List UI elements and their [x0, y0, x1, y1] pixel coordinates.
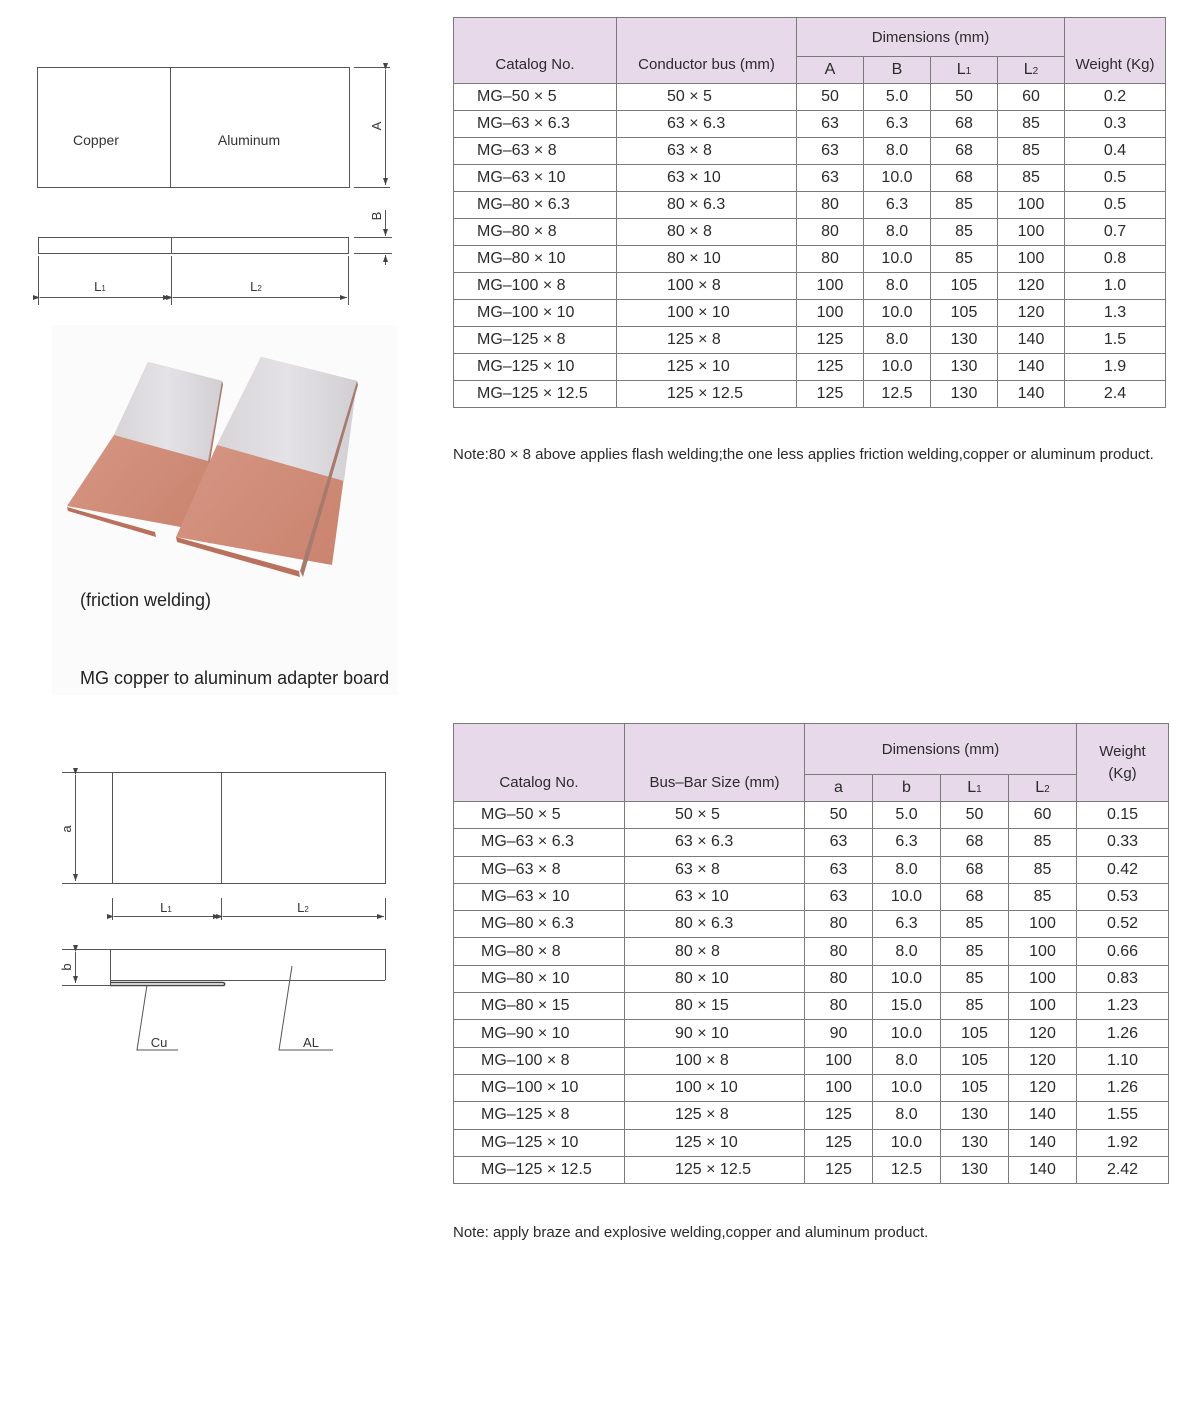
- size-cell: 100 × 8: [617, 273, 797, 300]
- catalog-cell: MG–63 × 6.3: [454, 111, 617, 138]
- dim-b-cell: 5.0: [864, 84, 931, 111]
- table-row: [454, 327, 1166, 354]
- dim-l2-cell: 60: [998, 84, 1065, 111]
- header-dimensions: Dimensions (mm): [797, 18, 1065, 57]
- size-cell: 80 × 6.3: [625, 911, 805, 938]
- dim-l1-cell: 130: [931, 354, 998, 381]
- size-cell: 125 × 10: [625, 1129, 805, 1156]
- label-l2: L2: [250, 279, 262, 294]
- dim-l2-cell: 85: [1009, 856, 1077, 883]
- dim-a-cell: 125: [797, 327, 864, 354]
- header-dim-l2: L2: [1009, 775, 1077, 802]
- table-row: [454, 381, 1166, 408]
- dim-l2-cell: 140: [998, 327, 1065, 354]
- size-cell: 80 × 6.3: [617, 192, 797, 219]
- size-cell: 80 × 8: [625, 938, 805, 965]
- spec-table-friction-welding: [453, 17, 1166, 408]
- catalog-cell: MG–125 × 8: [454, 327, 617, 354]
- dim-b-cell: 5.0: [873, 802, 941, 829]
- table-row: [454, 273, 1166, 300]
- size-cell: 63 × 6.3: [617, 111, 797, 138]
- header-dim-l1: L1: [941, 775, 1009, 802]
- weight-cell: 0.7: [1065, 219, 1166, 246]
- size-cell: 125 × 12.5: [625, 1156, 805, 1183]
- table-row: [454, 165, 1166, 192]
- dim-l1-cell: 105: [941, 1074, 1009, 1101]
- dim-b-cell: 6.3: [873, 911, 941, 938]
- dim-l1-cell: 85: [931, 219, 998, 246]
- dim-a-cell: 100: [805, 1074, 873, 1101]
- dim-b-cell: 6.3: [864, 192, 931, 219]
- label-al: AL: [303, 1035, 319, 1050]
- dim-b-cell: 8.0: [873, 1102, 941, 1129]
- label-cu: Cu: [150, 1035, 168, 1050]
- size-cell: 100 × 8: [625, 1047, 805, 1074]
- dim-l2-cell: 140: [998, 381, 1065, 408]
- size-cell: 63 × 10: [625, 883, 805, 910]
- dim-l2-cell: 85: [1009, 883, 1077, 910]
- dim-a-cell: 80: [805, 938, 873, 965]
- dim-l1-cell: 85: [931, 246, 998, 273]
- dim-a-cell: 80: [805, 911, 873, 938]
- dim-l1-cell: 85: [941, 993, 1009, 1020]
- dim-l2-cell: 85: [998, 111, 1065, 138]
- table-row: [454, 1129, 1169, 1156]
- weight-cell: 1.5: [1065, 327, 1166, 354]
- dim-a-cell: 63: [797, 165, 864, 192]
- dim-a-cell: 125: [805, 1129, 873, 1156]
- dim-a-cell: 50: [805, 802, 873, 829]
- table-row: [454, 883, 1169, 910]
- dim-l1-cell: 85: [941, 965, 1009, 992]
- dim-l1-cell: 68: [931, 165, 998, 192]
- dim-a-cell: 80: [797, 192, 864, 219]
- dim-l2-cell: 85: [998, 165, 1065, 192]
- size-cell: 63 × 8: [617, 138, 797, 165]
- dim-l1-cell: 50: [941, 802, 1009, 829]
- table-row: [454, 1156, 1169, 1183]
- dim-b-cell: 10.0: [873, 1020, 941, 1047]
- size-cell: 100 × 10: [617, 300, 797, 327]
- size-cell: 80 × 10: [617, 246, 797, 273]
- dim-a-cell: 125: [797, 354, 864, 381]
- weight-cell: 0.8: [1065, 246, 1166, 273]
- table-row: [454, 1102, 1169, 1129]
- size-cell: 125 × 8: [625, 1102, 805, 1129]
- weight-cell: 1.55: [1077, 1102, 1169, 1129]
- size-cell: 80 × 10: [625, 965, 805, 992]
- copper-layer: [110, 983, 225, 986]
- label-dim-b: B: [369, 211, 384, 221]
- dim-l1-cell: 105: [941, 1047, 1009, 1074]
- weight-cell: 0.33: [1077, 829, 1169, 856]
- dim-l2-cell: 100: [1009, 993, 1077, 1020]
- size-cell: 125 × 8: [617, 327, 797, 354]
- caption-product-name: MG copper to aluminum adapter board: [80, 668, 390, 688]
- dim-l2-cell: 100: [1009, 965, 1077, 992]
- header-dim-b: B: [864, 57, 931, 84]
- dim-l1-cell: 68: [941, 883, 1009, 910]
- size-cell: 50 × 5: [625, 802, 805, 829]
- dim-a-cell: 50: [797, 84, 864, 111]
- dim-b-cell: 8.0: [864, 219, 931, 246]
- dim-b-cell: 10.0: [864, 300, 931, 327]
- weight-cell: 1.26: [1077, 1020, 1169, 1047]
- dim-l2-cell: 120: [1009, 1047, 1077, 1074]
- size-cell: 63 × 6.3: [625, 829, 805, 856]
- dim-l2-cell: 100: [998, 219, 1065, 246]
- catalog-cell: MG–100 × 8: [454, 273, 617, 300]
- dim-l2-cell: 100: [1009, 938, 1077, 965]
- weight-cell: 1.23: [1077, 993, 1169, 1020]
- size-cell: 80 × 15: [625, 993, 805, 1020]
- dim-a-cell: 125: [797, 381, 864, 408]
- catalog-cell: MG–63 × 10: [454, 883, 625, 910]
- spec-table-braze-explosive-welding: [453, 723, 1169, 1184]
- dim-l1-cell: 85: [941, 911, 1009, 938]
- dim-a-cell: 80: [805, 993, 873, 1020]
- dim-b-cell: 6.3: [873, 829, 941, 856]
- weight-cell: 0.53: [1077, 883, 1169, 910]
- table-row: [454, 111, 1166, 138]
- size-cell: 125 × 10: [617, 354, 797, 381]
- dim-l2-cell: 60: [1009, 802, 1077, 829]
- catalog-cell: MG–125 × 12.5: [454, 381, 617, 408]
- catalog-cell: MG–50 × 5: [454, 802, 625, 829]
- catalog-cell: MG–100 × 10: [454, 300, 617, 327]
- catalog-cell: MG–100 × 8: [454, 1047, 625, 1074]
- size-cell: 63 × 8: [625, 856, 805, 883]
- table-row: [454, 938, 1169, 965]
- dim-a-cell: 100: [805, 1047, 873, 1074]
- dim-b-cell: 8.0: [873, 856, 941, 883]
- weight-cell: 0.42: [1077, 856, 1169, 883]
- weight-cell: 1.92: [1077, 1129, 1169, 1156]
- dim-b-cell: 8.0: [864, 327, 931, 354]
- weight-cell: 1.10: [1077, 1047, 1169, 1074]
- catalog-cell: MG–100 × 10: [454, 1074, 625, 1101]
- table-row: [454, 1074, 1169, 1101]
- catalog-cell: MG–50 × 5: [454, 84, 617, 111]
- dim-l2-cell: 120: [998, 300, 1065, 327]
- dim-b-cell: 10.0: [864, 246, 931, 273]
- table-row: [454, 138, 1166, 165]
- label-copper: Copper: [73, 132, 119, 148]
- label-aluminum: Aluminum: [217, 132, 281, 148]
- header-catalog: Catalog No.: [454, 18, 617, 84]
- dim-a-cell: 80: [797, 246, 864, 273]
- dim-b-cell: 8.0: [873, 1047, 941, 1074]
- table-row: [454, 354, 1166, 381]
- header-dimensions: Dimensions (mm): [805, 724, 1077, 775]
- dim-b-cell: 8.0: [873, 938, 941, 965]
- dim-l1-cell: 105: [931, 300, 998, 327]
- weight-cell: 0.3: [1065, 111, 1166, 138]
- dim-l1-cell: 68: [931, 111, 998, 138]
- weight-cell: 1.9: [1065, 354, 1166, 381]
- weight-cell: 1.26: [1077, 1074, 1169, 1101]
- catalog-cell: MG–80 × 6.3: [454, 911, 625, 938]
- catalog-cell: MG–63 × 8: [454, 856, 625, 883]
- weight-cell: 0.83: [1077, 965, 1169, 992]
- dim-l2-cell: 140: [998, 354, 1065, 381]
- dim-l1-cell: 130: [931, 327, 998, 354]
- top-dimension-diagram: [0, 0, 420, 320]
- header-busbar-size: Bus–Bar Size (mm): [625, 724, 805, 802]
- weight-cell: 1.3: [1065, 300, 1166, 327]
- dim-b-cell: 10.0: [873, 1129, 941, 1156]
- table-row: [454, 802, 1169, 829]
- dim-l2-cell: 100: [998, 192, 1065, 219]
- dim-b-cell: 8.0: [864, 273, 931, 300]
- weight-cell: 2.4: [1065, 381, 1166, 408]
- weight-cell: 0.15: [1077, 802, 1169, 829]
- caption-friction-welding: (friction welding): [80, 590, 212, 610]
- dim-l2-cell: 120: [998, 273, 1065, 300]
- dim-l1-cell: 50: [931, 84, 998, 111]
- size-cell: 63 × 10: [617, 165, 797, 192]
- dim-l1-cell: 130: [941, 1102, 1009, 1129]
- dim-b-cell: 12.5: [873, 1156, 941, 1183]
- table-row: [454, 84, 1166, 111]
- dim-a-cell: 90: [805, 1020, 873, 1047]
- catalog-cell: MG–80 × 8: [454, 938, 625, 965]
- header-dim-l2: L2: [998, 57, 1065, 84]
- header-weight: Weight (Kg): [1065, 18, 1166, 84]
- catalog-cell: MG–63 × 10: [454, 165, 617, 192]
- table-row: [454, 856, 1169, 883]
- dim-l2-cell: 120: [1009, 1020, 1077, 1047]
- dim-l1-cell: 85: [941, 938, 1009, 965]
- dim-a-cell: 125: [805, 1156, 873, 1183]
- dim-a-cell: 80: [805, 965, 873, 992]
- table-row: [454, 219, 1166, 246]
- dim-l1-cell: 68: [941, 856, 1009, 883]
- catalog-cell: MG–80 × 15: [454, 993, 625, 1020]
- dim-l2-cell: 85: [998, 138, 1065, 165]
- dim-a-cell: 63: [797, 138, 864, 165]
- label-dim-a: a: [59, 825, 74, 833]
- size-cell: 90 × 10: [625, 1020, 805, 1047]
- catalog-cell: MG–125 × 8: [454, 1102, 625, 1129]
- catalog-cell: MG–125 × 12.5: [454, 1156, 625, 1183]
- table-row: [454, 911, 1169, 938]
- dim-a-cell: 63: [797, 111, 864, 138]
- dim-b-cell: 10.0: [864, 165, 931, 192]
- dim-b-cell: 8.0: [864, 138, 931, 165]
- weight-cell: 2.42: [1077, 1156, 1169, 1183]
- label-l1: L1: [160, 900, 172, 915]
- weight-cell: 0.52: [1077, 911, 1169, 938]
- header-dim-a: a: [805, 775, 873, 802]
- weight-cell: 0.5: [1065, 192, 1166, 219]
- dim-a-cell: 63: [805, 829, 873, 856]
- side-view-outline: [39, 238, 349, 254]
- header-conductor-bus: Conductor bus (mm): [617, 18, 797, 84]
- table-row: [454, 300, 1166, 327]
- weight-cell: 0.5: [1065, 165, 1166, 192]
- dim-b-cell: 6.3: [864, 111, 931, 138]
- size-cell: 50 × 5: [617, 84, 797, 111]
- dim-l1-cell: 85: [931, 192, 998, 219]
- dim-a-cell: 100: [797, 273, 864, 300]
- product-photo: [52, 325, 397, 585]
- weight-cell: 0.4: [1065, 138, 1166, 165]
- catalog-cell: MG–80 × 6.3: [454, 192, 617, 219]
- catalog-cell: MG–125 × 10: [454, 1129, 625, 1156]
- table-row: [454, 829, 1169, 856]
- label-l2: L2: [297, 900, 309, 915]
- dim-a-cell: 63: [805, 856, 873, 883]
- dim-a-cell: 125: [805, 1102, 873, 1129]
- dim-l1-cell: 68: [931, 138, 998, 165]
- dim-l1-cell: 68: [941, 829, 1009, 856]
- dim-l2-cell: 120: [1009, 1074, 1077, 1101]
- dim-l2-cell: 100: [1009, 911, 1077, 938]
- table-row: [454, 1020, 1169, 1047]
- table-row: [454, 993, 1169, 1020]
- label-dim-a: A: [369, 121, 384, 131]
- dim-l2-cell: 140: [1009, 1129, 1077, 1156]
- dim-b-cell: 12.5: [864, 381, 931, 408]
- label-l1: L1: [94, 279, 106, 294]
- table1-note: Note:80 × 8 above applies flash welding;the one less applies friction welding,copper or aluminum product.: [453, 446, 1154, 463]
- catalog-cell: MG–80 × 10: [454, 965, 625, 992]
- weight-cell: 0.2: [1065, 84, 1166, 111]
- dim-l1-cell: 105: [931, 273, 998, 300]
- weight-cell: 0.66: [1077, 938, 1169, 965]
- weight-cell: 1.0: [1065, 273, 1166, 300]
- table-row: [454, 192, 1166, 219]
- catalog-cell: MG–63 × 6.3: [454, 829, 625, 856]
- dim-b-cell: 10.0: [864, 354, 931, 381]
- header-dim-b: b: [873, 775, 941, 802]
- catalog-cell: MG–80 × 8: [454, 219, 617, 246]
- header-catalog: Catalog No.: [454, 724, 625, 802]
- dim-l2-cell: 140: [1009, 1102, 1077, 1129]
- table-row: [454, 965, 1169, 992]
- dim-l2-cell: 85: [1009, 829, 1077, 856]
- dim-b-cell: 15.0: [873, 993, 941, 1020]
- dim-b-cell: 10.0: [873, 965, 941, 992]
- dim-b-cell: 10.0: [873, 1074, 941, 1101]
- label-dim-b: b: [59, 963, 74, 971]
- catalog-cell: MG–90 × 10: [454, 1020, 625, 1047]
- header-dim-a: A: [797, 57, 864, 84]
- size-cell: 80 × 8: [617, 219, 797, 246]
- table-row: [454, 246, 1166, 273]
- catalog-cell: MG–80 × 10: [454, 246, 617, 273]
- dim-l2-cell: 140: [1009, 1156, 1077, 1183]
- size-cell: 100 × 10: [625, 1074, 805, 1101]
- table-row: [454, 1047, 1169, 1074]
- plan-view-outline: [38, 68, 350, 188]
- bottom-dimension-diagram: [0, 750, 420, 1070]
- dim-l1-cell: 130: [931, 381, 998, 408]
- size-cell: 125 × 12.5: [617, 381, 797, 408]
- header-dim-l1: L1: [931, 57, 998, 84]
- dim-a-cell: 80: [797, 219, 864, 246]
- dim-a-cell: 100: [797, 300, 864, 327]
- dim-l1-cell: 130: [941, 1156, 1009, 1183]
- dim-b-cell: 10.0: [873, 883, 941, 910]
- dim-l1-cell: 130: [941, 1129, 1009, 1156]
- catalog-cell: MG–63 × 8: [454, 138, 617, 165]
- dim-l2-cell: 100: [998, 246, 1065, 273]
- table2-note: Note: apply braze and explosive welding,copper and aluminum product.: [453, 1224, 929, 1241]
- header-weight: Weight (Kg): [1077, 724, 1169, 802]
- catalog-cell: MG–125 × 10: [454, 354, 617, 381]
- dim-l1-cell: 105: [941, 1020, 1009, 1047]
- dim-a-cell: 63: [805, 883, 873, 910]
